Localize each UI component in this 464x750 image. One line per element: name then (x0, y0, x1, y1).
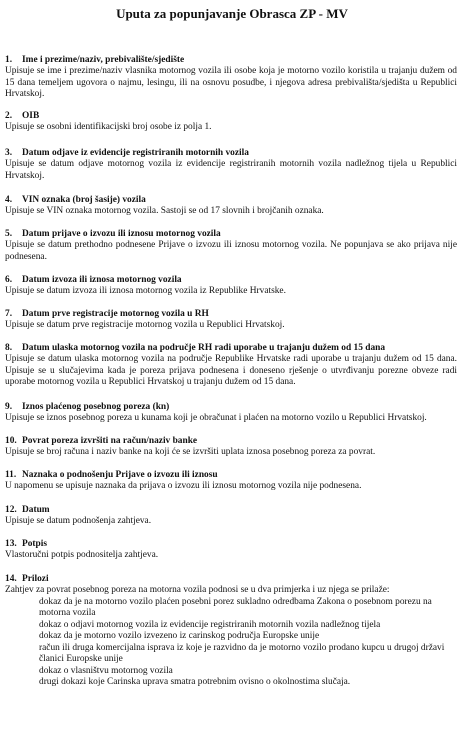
section-text: Upisuje se datum podnošenja zahtjeva. (5, 516, 152, 526)
section-heading: 13. Potpis (5, 539, 48, 549)
section-text: Vlastoručni potpis podnositelja zahtjeva. (5, 550, 159, 560)
section-7 (5, 309, 457, 332)
section-heading: 3. Datum odjave iz evidencije registriranih motornih vozila (5, 148, 249, 158)
section-heading: 10. Povrat poreza izvršiti na račun/naziv banke (5, 436, 198, 446)
section-9 (5, 402, 457, 425)
section-text: Upisuje se ime i prezime/naziv vlasnika motornog vozila ili osobe koja je motorno vozilo koristila u trajanju dužem od 15 dana temeljem ugovora o najmu, lesingu, ili na osnovu posudbe, i njegova adresa prebivališta/sjedišta u Republici Hrvatskoj. (5, 66, 457, 99)
section-2 (5, 111, 457, 134)
section-text: Upisuje se datum ulaska motornog vozila na područje Republike Hrvatske radi uporabe u trajanju dužem od 15 dana. Upisuje se u slučajevima kada je poreza prijava podnesena i doneseno rješenje o utvrđivanju porezne obveze radi uporabe motornog vozila u Republici Hrvatskoj u trajanju dužem od 15 dana. (5, 354, 457, 387)
section-5 (5, 229, 457, 263)
section-11 (5, 470, 457, 493)
section-10 (5, 436, 457, 459)
list-item: dokaz o vlasništvu motornog vozila (39, 665, 173, 676)
section-text: Upisuje se broj računa i naziv banke na koji će se izvršiti uplata iznosa posebnog poreza za povrat. (5, 447, 376, 457)
section-1 (5, 55, 457, 101)
section-4 (5, 195, 457, 218)
section-heading: 11. Naznaka o podnošenju Prijave o izvozu ili iznosu (5, 470, 218, 480)
section-text: Upisuje se osobni identifikacijski broj osobe iz polja 1. (5, 122, 212, 132)
section-heading: 5. Datum prijave o izvozu ili iznosu motornog vozila (5, 229, 221, 239)
section-6 (5, 275, 457, 298)
section-heading: 8. Datum ulaska motornog vozila na područje RH radi uporabe u trajanju dužem od 15 dana (5, 343, 386, 353)
section-text: U napomenu se upisuje naznaka da prijava o izvozu ili iznosu motornog vozila nije podnesena. (5, 481, 362, 491)
list-item: račun ili druga komercijalna isprava iz koje je razvidno da je motorno vozilo prodano kupcu u drugoj državi članici Europske unije (39, 642, 445, 664)
section-text: Zahtjev za povrat posebnog poreza na motorna vozila podnosi se u dva primjerka i uz njega se prilaže: (5, 585, 390, 595)
section-heading: 2. OIB (5, 111, 40, 121)
section-14 (5, 574, 457, 689)
section-heading: 4. VIN oznaka (broj šasije) vozila (5, 195, 146, 205)
section-text: Upisuje se VIN oznaka motornog vozila. Sastoji se od 17 slovnih i brojčanih oznaka. (5, 206, 324, 216)
section-heading: 14. Prilozi (5, 574, 49, 584)
section-heading: 9. Iznos plaćenog posebnog poreza (kn) (5, 402, 170, 412)
section-text: Upisuje se datum prethodno podnesene Prijave o izvozu ili iznosu motornog vozila. Ne popunjava se ako prijava nije podnesena. (5, 240, 457, 262)
list-item: dokaz da je na motorno vozilo plaćen posebni porez sukladno odredbama Zakona o posebnom porezu na motorna vozila (39, 596, 432, 618)
section-heading: 7. Datum prve registracije motornog vozila u RH (5, 309, 209, 319)
section-text: Upisuje se datum izvoza ili iznosa motornog vozila iz Republike Hrvatske. (5, 286, 286, 296)
attachments-list (5, 597, 457, 689)
section-heading: 6. Datum izvoza ili iznosa motornog vozila (5, 275, 182, 285)
section-text: Upisuje se datum odjave motornog vozila iz evidencije registriranih motornih vozila nadležnog tijela u Republici Hrvatskoj. (5, 159, 457, 181)
list-item: dokaz o odjavi motornog vozila iz evidencije registriranih motornih vozila nadležnog tijela (39, 619, 381, 630)
section-8 (5, 343, 457, 389)
section-text: Upisuje se iznos posebnog poreza u kunama koji je obračunat i plaćen na motorno vozilo u Republici Hrvatskoj. (5, 413, 427, 423)
section-13 (5, 539, 457, 562)
list-item: drugi dokazi koje Carinska uprava smatra potrebnim ovisno o okolnostima slučaja. (39, 677, 351, 687)
document-title: Uputa za popunjavanje Obrasca ZP - MV (116, 6, 348, 21)
section-heading: 1. Ime i prezime/naziv, prebivalište/sjedište (5, 55, 185, 65)
section-12 (5, 505, 457, 528)
section-text: Upisuje se datum prve registracije motornog vozila u Republici Hrvatskoj. (5, 320, 285, 330)
section-3 (5, 148, 457, 182)
section-heading: 12. Datum (5, 505, 50, 515)
list-item: dokaz da je motorno vozilo izvezeno iz carinskog područja Europske unije (39, 631, 320, 641)
